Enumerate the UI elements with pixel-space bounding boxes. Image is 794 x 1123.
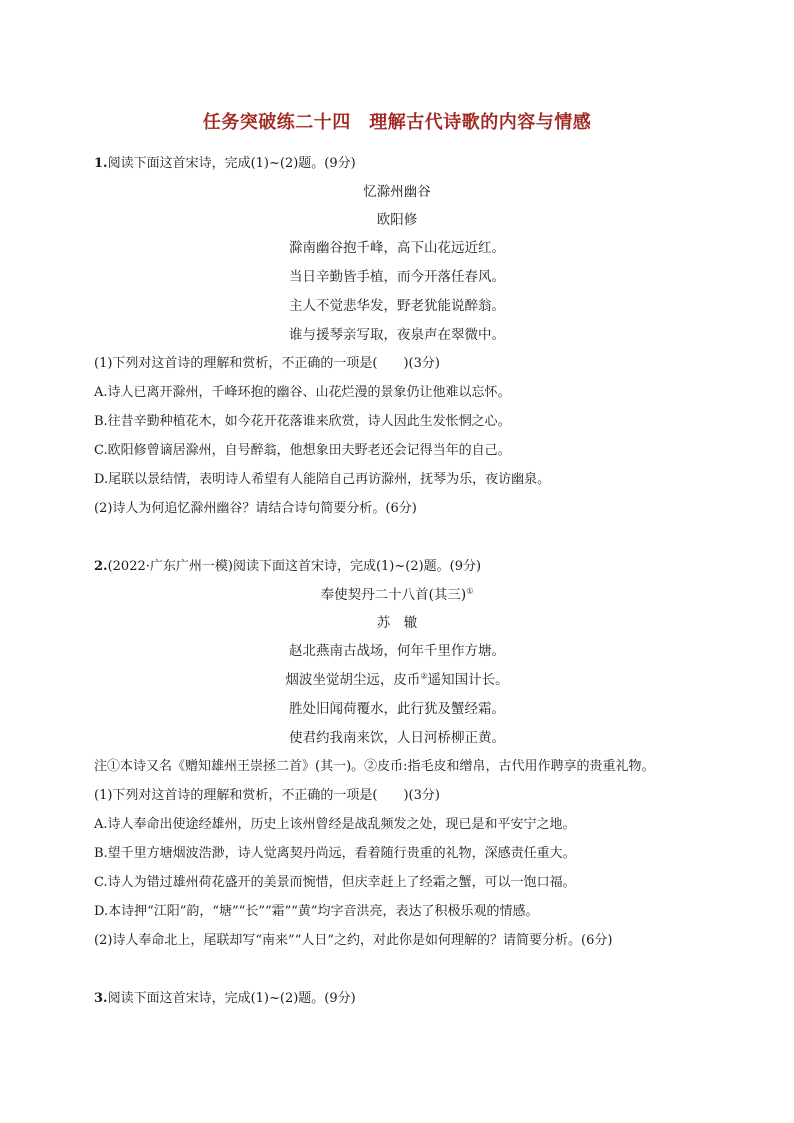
q1-stem: 阅读下面这首宋诗，完成(1)~(2)题。(9分) (107, 156, 356, 171)
q1-poem-line: 主人不觉悲华发，野老犹能说醉翁。 (289, 298, 505, 314)
q2-option-c: C.诗人为错过雄州荷花盛开的美景而惋惜，但庆幸赶上了经霜之蟹，可以一饱口福。 (94, 875, 576, 890)
q2-sub1: (1)下列对这首诗的理解和赏析，不正确的一项是( )(3分) (94, 788, 440, 803)
q1-option-a: A.诗人已离开滁州，千峰环抱的幽谷、山花烂漫的景象仍让他难以忘怀。 (94, 385, 511, 400)
q1-option-c: C.欧阳修曾谪居滁州，自号醉翁，他想象田夫野老还会记得当年的自己。 (94, 443, 511, 458)
q1-poem-title: 忆滁州幽谷 (363, 184, 431, 200)
q2-note-mark: ① (466, 586, 474, 596)
q2-sub2: (2)诗人奉命北上，尾联却写“南来”“人日”之约，对此你是如何理解的？请简要分析。(6分) (94, 933, 613, 948)
q2-option-b: B.望千里方塘烟波浩渺，诗人觉离契丹尚远，看着随行贵重的礼物，深感责任重大。 (94, 846, 576, 861)
q1-sub1: (1)下列对这首诗的理解和赏析，不正确的一项是( )(3分) (94, 356, 440, 371)
q1-poem-line: 谁与援琴亲写取，夜泉声在翠微中。 (289, 327, 505, 343)
page-title: 任务突破练二十四 理解古代诗歌的内容与情感 (202, 112, 592, 133)
q2-author: 苏 辙 (376, 615, 418, 631)
q2-poem-line (0, 668, 794, 688)
q2-note: 注①本诗又名《赠知雄州王崇拯二首》(其一)。②皮币:指毛皮和缯帛，古代用作聘享的贵重礼物。 (94, 759, 655, 774)
q2-poem-line-part: 遥知国计长。 (427, 672, 509, 688)
q3-number: 3. (94, 991, 108, 1006)
q1-author: 欧阳修 (376, 212, 418, 228)
q2-poem-line: 胜处旧闻荷覆水，此行犹及蟹经霜。 (289, 701, 505, 717)
q2-option-a: A.诗人奉命出使途经雄州，历史上该州曾经是战乱频发之处，现已是和平安宁之地。 (94, 817, 576, 832)
q2-poem-line-part: 烟波坐觉胡尘远，皮币 (285, 672, 421, 688)
q2-poem-line: 赵北燕南古战场，何年千里作方塘。 (289, 643, 505, 659)
q1-poem-line: 滁南幽谷抱千峰，高下山花远近红。 (289, 240, 505, 256)
q2-stem-line (94, 555, 481, 574)
q1-option-b: B.往昔辛勤种植花木，如今花开花落谁来欣赏，诗人因此生发怅惘之心。 (94, 414, 511, 429)
q1-sub2: (2)诗人为何追忆滁州幽谷？请结合诗句简要分析。(6分) (94, 501, 417, 516)
q1-number: 1. (94, 156, 108, 171)
q3-stem-line (94, 987, 356, 1006)
q2-stem: (2022·广东广州一模)阅读下面这首宋诗，完成(1)~(2)题。(9分) (107, 559, 482, 574)
q3-stem: 阅读下面这首宋诗，完成(1)~(2)题。(9分) (107, 991, 356, 1006)
q1-stem-line (94, 152, 356, 171)
q2-poem-title-line (0, 583, 794, 603)
q2-poem-line: 使君约我南来饮，人日河桥柳正黄。 (289, 730, 505, 746)
q2-poem-title: 奉使契丹二十八首(其三) (320, 587, 467, 603)
q1-option-d: D.尾联以景结情，表明诗人希望有人能陪自己再访滁州，抚琴为乐，夜访幽泉。 (94, 472, 551, 487)
q2-note-mark: ② (420, 671, 428, 681)
q2-option-d: D.本诗押“江阳”韵，“塘”“长”“霜”“黄”均字音洪亮，表达了积极乐观的情感。 (94, 904, 539, 919)
q2-number: 2. (94, 559, 108, 574)
q1-poem-line: 当日辛勤皆手植，而今开落任春风。 (289, 269, 505, 285)
